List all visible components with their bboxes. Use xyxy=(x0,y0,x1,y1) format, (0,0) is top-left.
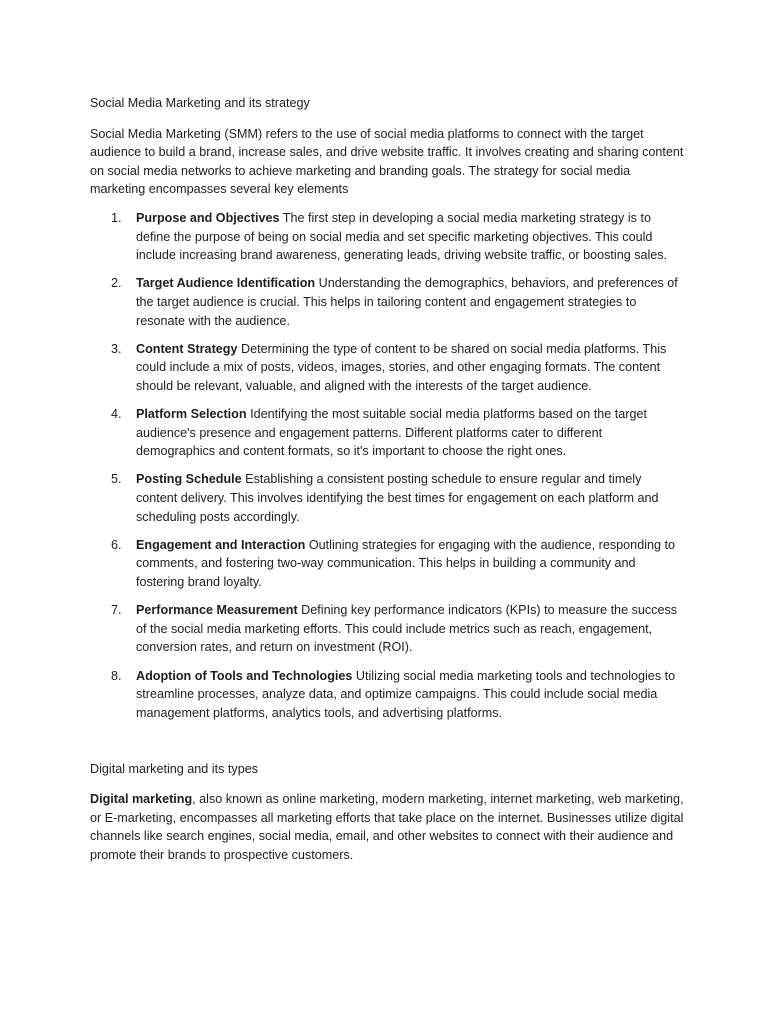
section-heading-digital-marketing: Digital marketing and its types xyxy=(90,762,258,777)
list-item-title: Performance Measurement xyxy=(136,603,298,618)
digital-marketing-definition: , also known as online marketing, modern marketing, internet marketing, web marketing, or E-marketing, encompasses all marketing efforts that take place on the internet. Businesses utilize digital channels like search engines, social media, email, and other websites to connect with their audience and promote their brands to prospective customers. xyxy=(90,791,684,862)
list-item-text: Establishing a consistent posting schedule to ensure regular and timely content delivery. This involves identifying the best times for engagement on each platform and scheduling posts accordingly. xyxy=(136,472,659,524)
smm-intro-paragraph: Social Media Marketing (SMM) refers to the use of social media platforms to connect with the target audience to build a brand, increase sales, and drive website traffic. It involves creating and sharing content on social media networks to achieve marketing and branding goals. The strategy for social media marketing encompasses several key elements xyxy=(90,126,684,197)
list-item-number: 2. xyxy=(111,276,122,291)
list-item xyxy=(90,470,684,526)
list-item xyxy=(90,601,684,657)
list-item-text: Understanding the demographics, behaviors, and preferences of the target audience is crucial. This helps in tailoring content and engagement strategies to resonate with the audience. xyxy=(136,276,678,328)
list-item-title: Content Strategy xyxy=(136,341,238,356)
digital-marketing-paragraph xyxy=(90,790,684,864)
list-item xyxy=(90,667,684,723)
list-item-number: 4. xyxy=(111,407,122,422)
list-item-title: Engagement and Interaction xyxy=(136,537,306,552)
list-item-number: 8. xyxy=(111,668,122,683)
digital-marketing-section xyxy=(90,760,684,864)
list-item-number: 1. xyxy=(111,210,122,225)
list-item-title: Platform Selection xyxy=(136,407,247,422)
list-item-number: 3. xyxy=(111,341,122,356)
list-item-title: Target Audience Identification xyxy=(136,276,316,291)
list-item-text: Determining the type of content to be shared on social media platforms. This could include a mix of posts, videos, images, stories, and other engaging formats. The content should be relevant, valuable, and aligned with the interests of the target audience. xyxy=(136,341,667,393)
list-item-text: Identifying the most suitable social media platforms based on the target audience's presence and engagement patterns. Different platforms cater to different demographics and content formats, so it's important to choose the right ones. xyxy=(136,407,648,459)
list-item-title: Posting Schedule xyxy=(136,472,242,487)
list-item-title: Purpose and Objectives xyxy=(136,210,280,225)
section-heading-smm: Social Media Marketing and its strategy xyxy=(90,96,310,110)
list-item-number: 5. xyxy=(111,472,122,487)
smm-strategy-list xyxy=(90,209,684,722)
list-item xyxy=(90,536,684,592)
list-item-text: Defining key performance indicators (KPIs) to measure the success of the social media marketing efforts. This could include metrics such as reach, engagement, conversion rates, and return on investment (ROI). xyxy=(136,603,678,655)
list-item xyxy=(90,209,684,265)
list-item xyxy=(90,340,684,396)
list-item-text: The first step in developing a social media marketing strategy is to define the purpose of being on social media and set specific marketing objectives. This could include increasing brand awareness, generating leads, driving website traffic, or boosting sales. xyxy=(136,210,668,263)
list-item-number: 6. xyxy=(111,537,122,552)
list-item xyxy=(90,274,684,330)
list-item-text: Outlining strategies for engaging with the audience, responding to comments, and fostering two-way communication. This helps in building a community and fostering brand loyalty. xyxy=(136,537,676,590)
list-item-text: Utilizing social media marketing tools and technologies to streamline processes, analyze data, and optimize campaigns. This could include social media management platforms, analytics tools, and advertising platforms. xyxy=(136,668,676,720)
list-item-number: 7. xyxy=(111,603,122,618)
list-item xyxy=(90,405,684,461)
digital-marketing-term: Digital marketing xyxy=(90,791,193,806)
list-item-title: Adoption of Tools and Technologies xyxy=(136,668,353,683)
